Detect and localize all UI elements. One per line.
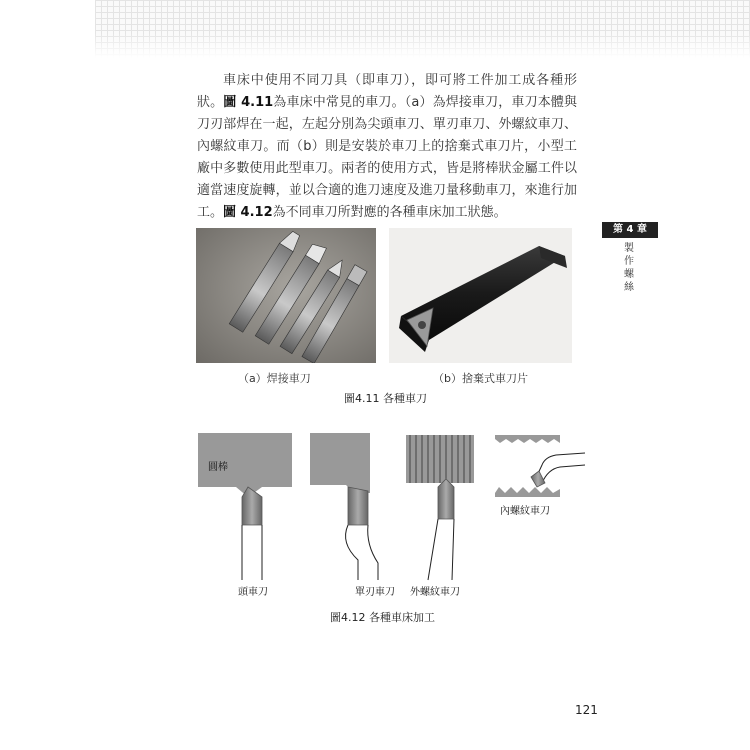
chapter-subtitle-char: 作 [624, 256, 634, 267]
paragraph-text-2: 為車床中常見的車刀。（a）為焊接車刀，車刀本體與刀刃部焊在一起，左起分別為尖頭車刀、單刃車刀、外螺紋車刀、內螺紋車刀。而（b）則是安裝於車刀上的捨棄式車刀片，小型工廠中多數使用此型車刀。兩者的使用方式，皆是將棒狀金屬工件以適當速度旋轉，並以合適的進刀速度及進刀量移動車刀，來進行加工。 [197, 95, 577, 220]
paragraph-text-3: 為不同車刀所對應的各種車床加工狀態。 [272, 205, 507, 220]
tool-shank-left-line [346, 525, 358, 580]
figure-4-11-title: 圖4.11 各種車刀 [344, 392, 427, 405]
header-grid-pattern [95, 0, 750, 58]
chapter-subtitle-char: 螺 [624, 269, 634, 280]
label-pointed-tool: 頭車刀 [238, 587, 268, 598]
paragraph-text-1: 車床中使用不同刀具（即車刀），即可將工件加工成各種形狀。 [197, 73, 577, 110]
internal-thread-bottom [495, 487, 560, 497]
external-thread-tool-tip [438, 479, 454, 519]
tool-shank-left-line [428, 519, 438, 580]
label-single-tool: 單刃車刀 [355, 587, 395, 598]
boring-bar-lower [542, 465, 585, 483]
label-external-thread-tool: 外螺紋車刀 [410, 587, 460, 598]
workpiece-single [310, 433, 370, 493]
figure-4-12-title: 圖4.12 各種車床加工 [330, 611, 435, 624]
photo-indexable-tool [389, 228, 572, 363]
single-edge-tool-tip [348, 487, 368, 525]
photo-welded-tools [196, 228, 376, 363]
internal-thread-tool-tip [531, 471, 545, 487]
label-internal-thread-tool: 內螺紋車刀 [500, 506, 550, 517]
tool-shank-right-line [452, 519, 454, 580]
body-paragraph [197, 70, 577, 224]
chapter-subtitle-char: 絲 [624, 282, 634, 293]
tool-shank-right-line [368, 525, 378, 580]
figure-ref-4-11: 圖 4.11 [223, 95, 274, 110]
label-round-bar: 圓棒 [208, 462, 228, 473]
panel-single-tool [310, 433, 378, 580]
figure-ref-4-12: 圖 4.12 [223, 205, 273, 220]
caption-a: （a）焊接車刀 [238, 372, 311, 385]
chapter-subtitle-vertical [622, 242, 636, 294]
chapter-tab: 第 4 章 [602, 222, 658, 238]
caption-b: （b）捨棄式車刀片 [433, 372, 528, 385]
panel-external-thread [406, 435, 474, 580]
chapter-subtitle-char: 製 [624, 243, 634, 254]
figure-4-12-diagram [190, 425, 590, 605]
page-number: 121 [575, 703, 598, 717]
panel-pointed-tool [198, 433, 292, 580]
internal-thread-top [495, 435, 560, 443]
pointed-tool-tip [242, 487, 262, 525]
panel-internal-thread [495, 435, 585, 497]
